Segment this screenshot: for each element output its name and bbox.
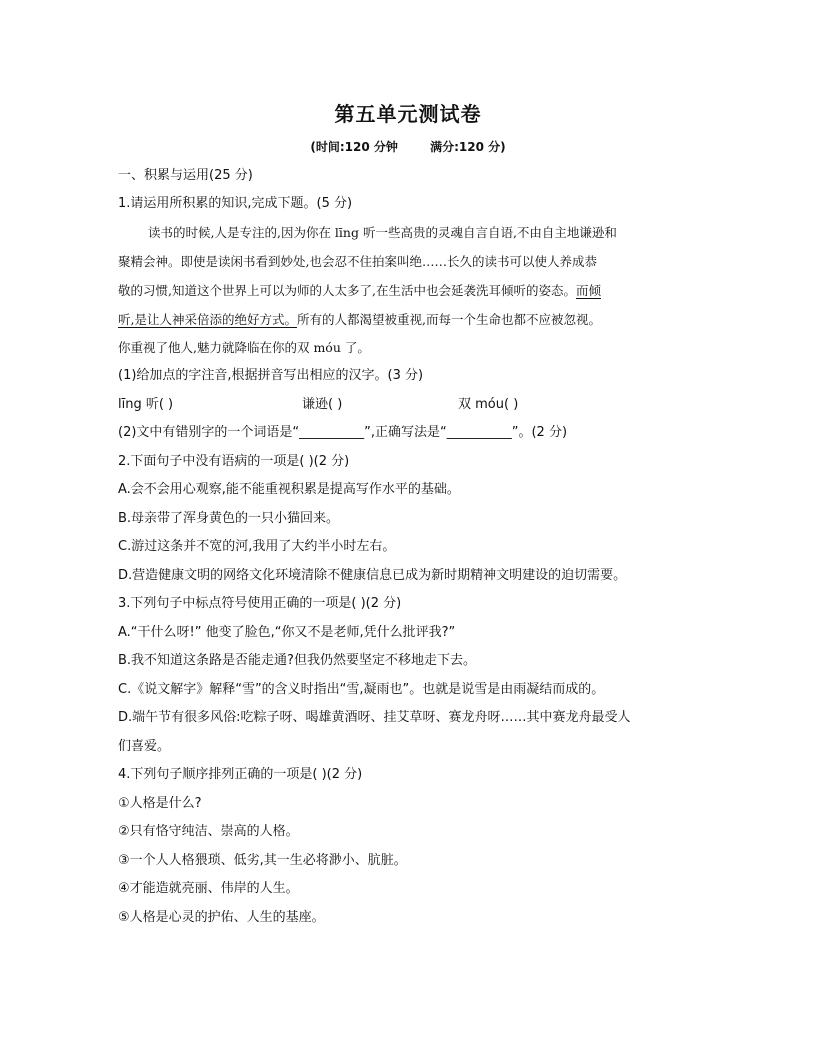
passage-line-1: 读书的时候,人是专注的,因为你在 līng 听一些高贵的灵魂自言自语,不由自主地谦逊和	[148, 225, 617, 240]
exam-info	[0, 138, 816, 155]
sentence-item: ④才能造就亮丽、伟岸的人生。	[118, 881, 299, 896]
sentence-item: ①人格是什么?	[118, 796, 202, 811]
pinyin-blank-1: līng 听( )	[118, 397, 174, 412]
underlined-text: 听,是让人神采倍添的绝好方式。	[118, 312, 297, 327]
question-1-part-2: (2)文中有错别字的一个词语是“__________”,正确写法是“__________”。(2 分)	[118, 425, 568, 440]
passage-line-5: 你重视了他人,魅力就降临在你的双 móu 了。	[118, 340, 370, 355]
question-1-stem: 1.请运用所积累的知识,完成下题。(5 分)	[118, 196, 353, 211]
passage-text: 所有的人都渴望被重视,而每一个生命也都不应被忽视。	[296, 312, 601, 327]
option-c: C.游过这条并不宽的河,我用了大约半小时左右。	[118, 539, 396, 554]
sentence-item: ③一个人人格猥琐、低劣,其一生必将渺小、肮脏。	[118, 853, 407, 868]
passage-line-4	[118, 311, 601, 329]
page-title: 第五单元测试卷	[334, 102, 482, 126]
sentence-item: ②只有恪守纯洁、崇高的人格。	[118, 824, 299, 839]
sentence-item: ⑤人格是心灵的护佑、人生的基座。	[118, 910, 325, 925]
passage-line-3	[118, 282, 601, 300]
option-b: B.母亲带了浑身黄色的一只小猫回来。	[118, 511, 340, 526]
option-d: D.营造健康文明的网络文化环境清除不健康信息已成为新时期精神文明建设的迫切需要。	[118, 568, 627, 583]
question-3-stem: 3.下列句子中标点符号使用正确的一项是( )(2 分)	[118, 596, 402, 611]
option-b: B.我不知道这条路是否能走通?但我仍然要坚定不移地走下去。	[118, 653, 476, 668]
question-4-stem: 4.下列句子顺序排列正确的一项是( )(2 分)	[118, 767, 363, 782]
option-d-continued: 们喜爱。	[118, 739, 171, 754]
option-d: D.端午节有很多风俗:吃粽子呀、喝雄黄酒呀、挂艾草呀、赛龙舟呀……其中赛龙舟最受人	[118, 710, 631, 725]
section-heading: 一、积累与运用(25 分)	[118, 168, 253, 183]
question-2-stem: 2.下面句子中没有语病的一项是( )(2 分)	[118, 454, 350, 469]
exam-time: (时间:120 分钟	[310, 140, 398, 154]
question-1-part-1: (1)给加点的字注音,根据拼音写出相应的汉字。(3 分)	[118, 368, 424, 383]
pinyin-blank-3: 双 móu( )	[458, 397, 519, 412]
exam-full-score: 满分:120 分)	[430, 140, 506, 154]
option-a: A.“干什么呀!” 他变了脸色,“你又不是老师,凭什么批评我?”	[118, 625, 456, 640]
pinyin-blank-2: 谦逊( )	[302, 397, 343, 412]
option-a: A.会不会用心观察,能不能重视积累是提高写作水平的基础。	[118, 482, 460, 497]
passage-text: 敬的习惯,知道这个世界上可以为师的人太多了,在生活中也会延袭洗耳倾听的姿态。	[118, 283, 576, 298]
option-c: C.《说文解字》解释“雪”的含义时指出“雪,凝雨也”。也就是说雪是由雨凝结而成的。	[118, 682, 605, 697]
passage-line-2: 聚精会神。即使是读闲书看到妙处,也会忍不住拍案叫绝……长久的读书可以使人养成恭	[118, 254, 597, 269]
underlined-text: 而倾	[575, 283, 601, 298]
